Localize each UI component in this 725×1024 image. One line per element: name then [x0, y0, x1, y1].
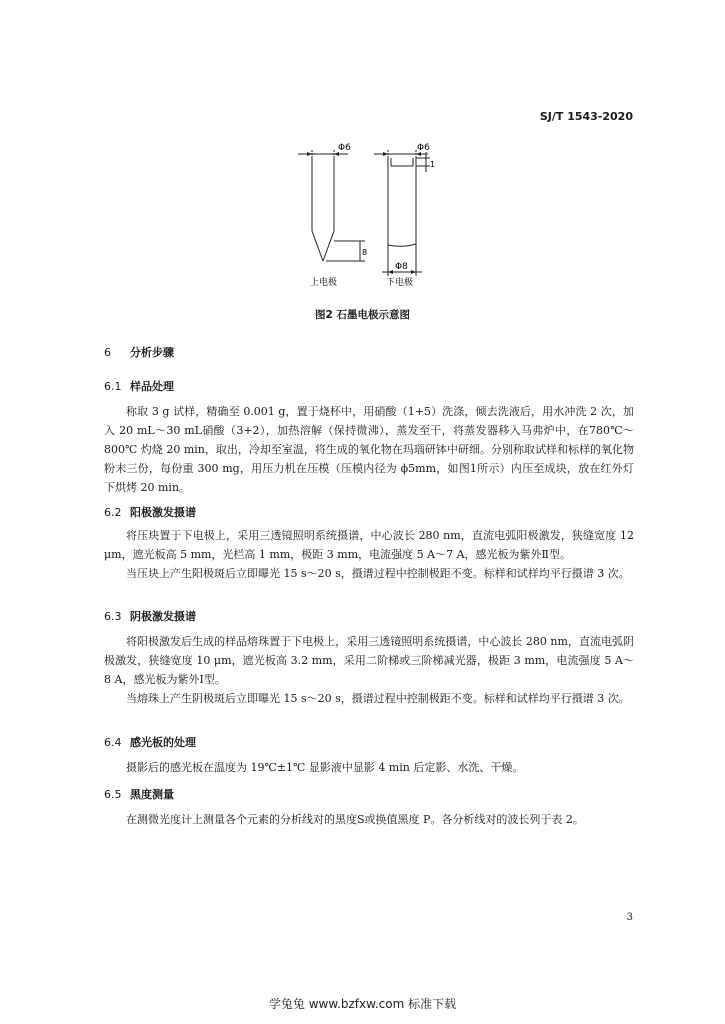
subsection-number: 6.1 — [104, 380, 122, 393]
page-number: 3 — [626, 912, 633, 923]
dim-lower-cup-depth: 1 — [430, 160, 436, 169]
paragraph: 摄影后的感光板在温度为 19℃±1℃ 显影液中显影 4 min 后定影、水洗、干燥。 — [126, 761, 524, 774]
paragraph: 称取 3 g 试样，精确至 0.001 g，置于烧杯中，用硝酸（1+5）洗涤，倾去洗液后，用水冲洗 2 次，加入 20 mL～30 mL硝酸（3+2），加热溶解（保持微沸），蒸发至干，将蒸发器移入马弗炉中，在780℃～800℃ 灼烧 20 min，取出，冷却至室温，将生成的氧化物在玛瑙研钵中研细。分别称取试样和标样的氧化物粉末三份，每份重 300 mg，用压力机在压模（压模内径为 ϕ5mm，如图1所示）内压至成块，放在红外灯下烘烤 20 min。 — [104, 405, 634, 494]
section-number: 6 — [104, 346, 111, 359]
section-6-heading — [104, 344, 174, 360]
electrode-diagram — [290, 138, 450, 288]
dim-upper-tip-height: 8 — [362, 248, 368, 257]
subsection-6-2-body — [104, 526, 634, 583]
subsection-number: 6.5 — [104, 788, 122, 801]
subsection-title: 阳极激发摄谱 — [130, 506, 196, 519]
subsection-6-2-heading — [104, 504, 196, 520]
subsection-6-3-heading — [104, 608, 196, 624]
subsection-number: 6.2 — [104, 506, 122, 519]
paragraph: 在测微光度计上测量各个元素的分析线对的黑度S或换值黑度 P。各分析线对的波长列于表 2。 — [126, 813, 584, 826]
subsection-6-1-body — [104, 402, 634, 497]
paragraph: 当压块上产生阳极斑后立即曝光 15 s～20 s，摄谱过程中控制极距不变。标样和试样均平行摄谱 3 次。 — [126, 567, 630, 580]
subsection-6-4-body — [104, 758, 634, 777]
subsection-6-5-heading — [104, 786, 174, 802]
subsection-title: 样品处理 — [130, 380, 174, 393]
subsection-number: 6.4 — [104, 736, 122, 749]
subsection-title: 阴极激发摄谱 — [130, 610, 196, 623]
subsection-title: 感光板的处理 — [130, 736, 196, 749]
paragraph: 当熔珠上产生阴极斑后立即曝光 15 s～20 s，摄谱过程中控制极距不变。标样和试样均平行摄谱 3 次。 — [126, 692, 630, 705]
subsection-6-3-body — [104, 632, 634, 708]
lower-electrode-label: 下电极 — [386, 278, 414, 288]
paragraph: 将压块置于下电极上，采用三透镜照明系统摄谱，中心波长 280 nm，直流电弧阳极激发，狭缝宽度 12 μm，遮光板高 5 mm，光栏高 1 mm，极距 3 mm，电流强度 5 A～7 A，感光板为紫外Ⅱ型。 — [104, 529, 634, 561]
subsection-title: 黑度测量 — [130, 788, 174, 801]
standard-code: SJ/T 1543-2020 — [539, 110, 633, 123]
section-title: 分析步骤 — [130, 346, 174, 359]
dim-lower-top-diameter: Φ6 — [417, 143, 430, 153]
subsection-6-5-body — [104, 810, 634, 829]
figure-caption: 图2 石墨电极示意图 — [315, 309, 410, 321]
upper-electrode-label: 上电极 — [310, 278, 338, 288]
paragraph: 将阳极激发后生成的样品熔珠置于下电极上，采用三透镜照明系统摄谱，中心波长 280 nm，直流电弧阴极激发，狭缝宽度 10 μm，遮光板高 3.2 mm，采用二阶梯或三阶梯减光器，极距 3 mm，电流强度 5 A～8 A，感光板为紫外Ⅰ型。 — [104, 635, 634, 686]
subsection-number: 6.3 — [104, 610, 122, 623]
dim-upper-diameter: Φ6 — [338, 143, 351, 153]
subsection-6-1-heading — [104, 378, 174, 394]
subsection-6-4-heading — [104, 734, 196, 750]
footer-watermark: 学兔兔 www.bzfxw.com 标准下载 — [268, 997, 457, 1011]
dim-lower-outer-diameter: Φ8 — [395, 262, 408, 272]
